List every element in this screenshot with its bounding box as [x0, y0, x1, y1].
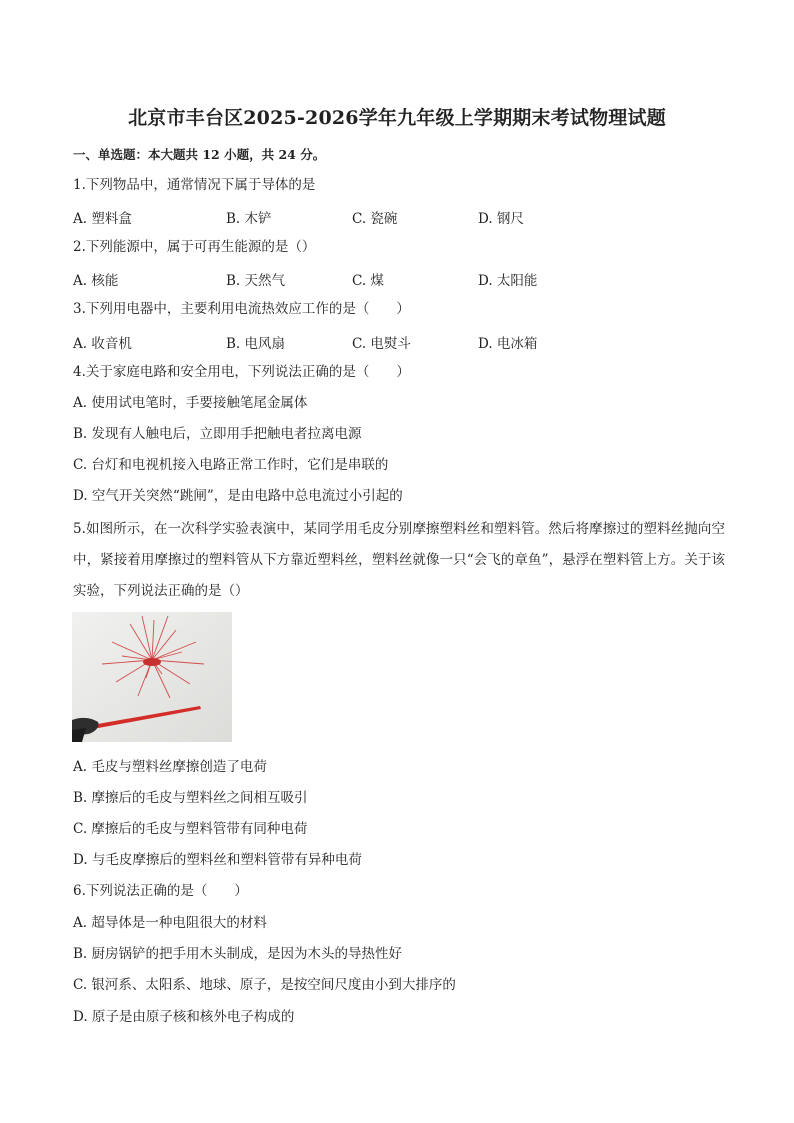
question-2-option-b: B. 天然气 [226, 273, 286, 289]
question-5-option-d: D. 与毛皮摩擦后的塑料丝和塑料管带有异种电荷 [73, 852, 362, 868]
question-4-option-c: C. 台灯和电视机接入电路正常工作时，它们是串联的 [73, 457, 389, 473]
question-1-option-c: C. 瓷碗 [352, 211, 398, 227]
question-1-option-a: A. 塑料盒 [73, 211, 132, 227]
section-heading: 一、单选题：本大题共 12 小题，共 24 分。 [73, 147, 326, 162]
question-1-option-d: D. 钢尺 [478, 211, 524, 227]
question-6-option-b: B. 厨房锅铲的把手用木头制成，是因为木头的导热性好 [73, 946, 403, 962]
question-1-stem: 1.下列物品中，通常情况下属于导体的是 [73, 177, 316, 193]
question-4-option-b: B. 发现有人触电后，立即用手把触电者拉离电源 [73, 426, 362, 442]
question-6-option-d: D. 原子是由原子核和核外电子构成的 [73, 1009, 295, 1025]
question-6-stem: 6.下列说法正确的是（ ） [73, 883, 248, 899]
question-5-option-b: B. 摩擦后的毛皮与塑料丝之间相互吸引 [73, 790, 308, 806]
question-3-option-b: B. 电风扇 [226, 336, 286, 352]
question-5-option-a: A. 毛皮与塑料丝摩擦创造了电荷 [73, 759, 267, 775]
question-1-option-b: B. 木铲 [226, 211, 272, 227]
question-3-option-d: D. 电冰箱 [478, 336, 538, 352]
question-4-option-a: A. 使用试电笔时，手要接触笔尾金属体 [73, 395, 308, 411]
question-4-option-d: D. 空气开关突然“跳闸”，是由电路中总电流过小引起的 [73, 488, 403, 504]
page-title: 北京市丰台区2025-2026学年九年级上学期期末考试物理试题 [128, 107, 666, 129]
question-2-option-d: D. 太阳能 [478, 273, 538, 289]
question-5-option-c: C. 摩擦后的毛皮与塑料管带有同种电荷 [73, 821, 308, 837]
question-3-option-a: A. 收音机 [73, 336, 132, 352]
question-3-option-c: C. 电熨斗 [352, 336, 411, 352]
experiment-photo [72, 612, 232, 742]
question-4-stem: 4.关于家庭电路和安全用电，下列说法正确的是（ ） [73, 364, 410, 380]
question-2-option-c: C. 煤 [352, 273, 384, 289]
question-2-stem: 2.下列能源中，属于可再生能源的是（） [73, 239, 316, 255]
question-2-option-a: A. 核能 [73, 273, 119, 289]
question-6-option-c: C. 银河系、太阳系、地球、原子，是按空间尺度由小到大排序的 [73, 977, 456, 993]
question-6-option-a: A. 超导体是一种电阻很大的材料 [73, 915, 267, 931]
flying-octopus-image [72, 612, 232, 742]
question-5-stem: 5.如图所示，在一次科学实验表演中，某同学用毛皮分别摩擦塑料丝和塑料管。然后将摩擦过的塑料丝抛向空中，紧接着用摩擦过的塑料管从下方靠近塑料丝，塑料丝就像一只“会飞的章鱼”，悬浮在塑料管上方。关于该实验，下列说法正确的是（） [73, 521, 725, 599]
question-3-stem: 3.下列用电器中，主要利用电流热效应工作的是（ ） [73, 301, 410, 317]
